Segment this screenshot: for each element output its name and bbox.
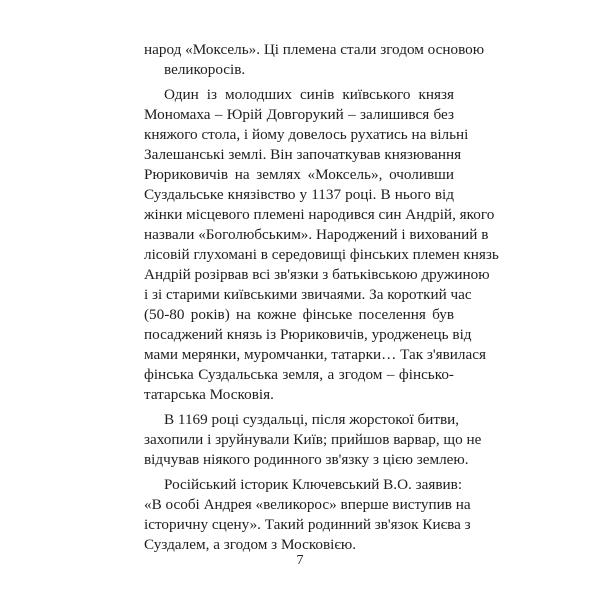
page-number: 7 <box>296 553 304 568</box>
paragraph-first-line: В 1169 році суздальці, після жорстокої битви, <box>164 411 460 428</box>
text-line: історичну сцену». Такий родинний зв'язок Києва з <box>144 516 471 533</box>
text-line: Рюриковичів на землях «Моксель», очоливши <box>144 166 454 183</box>
text-line: жінки місцевого племені народився син Андрій, якого <box>144 206 495 223</box>
text-line: Суздальське князівство у 1137 році. В нього від <box>144 186 454 203</box>
text-line: Залешанські землі. Він започаткував князювання <box>144 146 462 163</box>
text-line: великоросів. <box>164 61 246 78</box>
text-line: Андрій розірвав всі зв'язки з батьківською дружиною <box>144 266 490 283</box>
text-line: лісовій глухомані в середовищі фінських племен князь <box>144 246 499 263</box>
paragraph-first-line: Російський історик Ключевський В.О. заявив: <box>164 476 463 493</box>
text-line: відчував ніякого родинного зв'язку з цією землею. <box>144 451 469 468</box>
text-line: і зі старими київськими звичаями. За короткий час <box>144 286 472 303</box>
text-line: мами мерянки, муромчанки, татарки… Так з'явилася <box>144 346 486 363</box>
text-line: назвали «Боголюбським». Народжений і вихований в <box>144 226 489 243</box>
text-line: «В особі Андрея «великорос» вперше виступив на <box>144 496 471 513</box>
text-line: Мономаха – Юрій Довгорукий – залишився без <box>144 106 454 123</box>
text-line: народ «Моксель». Ці племена стали згодом основою <box>144 41 485 58</box>
paragraph-first-line: Один із молодших синів київського князя <box>164 86 454 103</box>
text-line: (50-80 років) на кожне фінське поселення був <box>144 306 454 323</box>
text-line: фінська Суздальська земля, а згодом – фінсько- <box>144 366 454 383</box>
text-line: посаджений князь із Рюриковичів, уродженець від <box>144 326 472 343</box>
text-line: татарська Московія. <box>144 386 274 403</box>
text-line: Суздалем, а згодом з Московією. <box>144 536 357 553</box>
text-line: княжого стола, і йому довелось рухатись на вільні <box>144 126 469 143</box>
text-line: захопили і зруйнували Київ; прийшов варвар, що не <box>144 431 482 448</box>
